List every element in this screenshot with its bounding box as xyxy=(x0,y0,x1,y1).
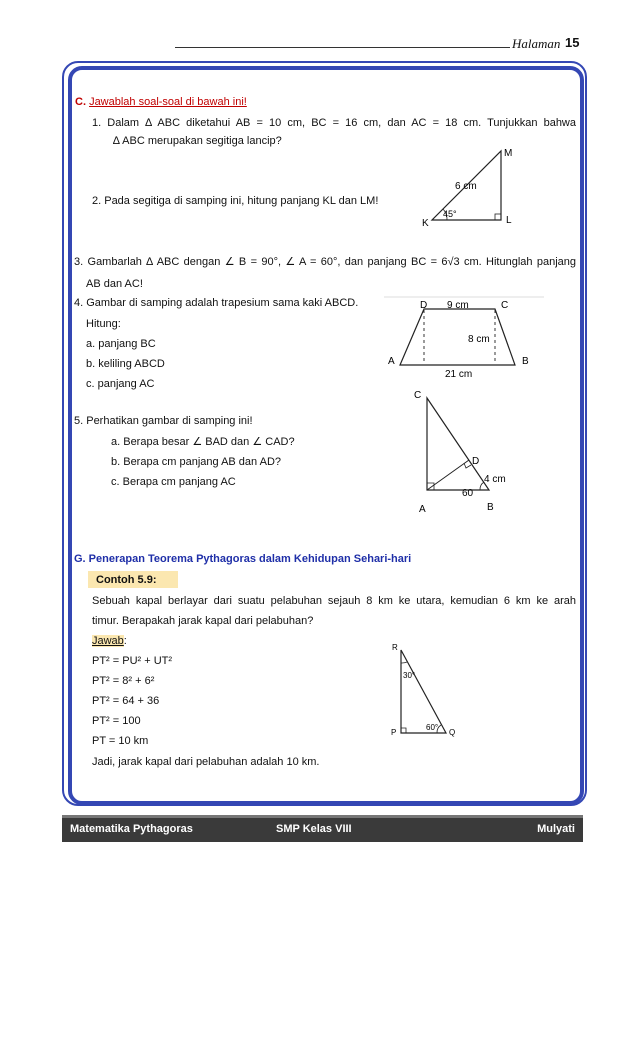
jawab-label xyxy=(92,634,127,648)
question-5-b: b. Berapa cm panjang AB dan AD? xyxy=(111,456,282,468)
abcd-label-d: D xyxy=(472,456,480,467)
equation-3: PT² = 64 + 36 xyxy=(92,695,160,707)
rpq-label-p: P xyxy=(391,728,397,737)
contoh-label: Contoh 5.9: xyxy=(96,574,157,586)
rpq-label-q: Q xyxy=(449,728,456,737)
question-4-c: c. panjang AC xyxy=(86,378,155,390)
problem-line-1: Sebuah kapal berlayar dari suatu pelabuhan sejauh 8 km ke utara, kemudian 6 km ke arah xyxy=(92,595,576,607)
footer-left: Matematika Pythagoras xyxy=(70,823,193,835)
section-c-title: Jawablah soal-soal di bawah ini! xyxy=(89,96,247,108)
abcd-label-a: A xyxy=(419,504,426,515)
section-g-title: G. Penerapan Teorema Pythagoras dalam Kehidupan Sehari-hari xyxy=(74,553,412,565)
equation-2: PT² = 8² + 6² xyxy=(92,675,155,687)
trap-label-height: 8 cm xyxy=(468,334,490,345)
page-number: 15 xyxy=(565,35,580,50)
question-1-line-1: 1. Dalam ∆ ABC diketahui AB = 10 cm, BC = 16 cm, dan AC = 18 cm. Tunjukkan bahwa xyxy=(92,117,576,129)
footer-center: SMP Kelas VIII xyxy=(276,823,352,835)
abcd-label-side: 4 cm xyxy=(484,474,506,485)
abcd-label-angle: 60 xyxy=(462,488,474,499)
rpq-label-r: R xyxy=(392,643,398,652)
jawab-colon: : xyxy=(123,635,127,647)
trapezoid-abcd-figure xyxy=(384,296,544,382)
problem-line-2: timur. Berapakah jarak kapal dari pelabuhan? xyxy=(92,615,314,627)
trap-label-c: C xyxy=(501,300,509,311)
label-m: M xyxy=(504,148,513,159)
label-l: L xyxy=(506,215,512,226)
question-3-line-2: AB dan AC! xyxy=(86,278,143,290)
question-3-line-1: 3. Gambarlah ∆ ABC dengan ∠ B = 90°, ∠ A = 60°, dan panjang BC = 6√3 cm. Hitunglah panjang xyxy=(74,256,576,268)
question-4-title: 4. Gambar di samping adalah trapesium sama kaki ABCD. xyxy=(74,297,359,309)
triangle-rpq-figure xyxy=(386,637,466,743)
label-k: K xyxy=(422,218,429,229)
conclusion: Jadi, jarak kapal dari pelabuhan adalah 10 km. xyxy=(92,756,320,768)
rpq-label-bottom-angle: 60° xyxy=(426,723,439,732)
trap-label-d: D xyxy=(420,300,428,311)
abcd-label-b: B xyxy=(487,502,494,513)
label-side-6cm: 6 cm xyxy=(455,181,477,192)
question-5-a: a. Berapa besar ∠ BAD dan ∠ CAD? xyxy=(111,436,295,448)
question-2: 2. Pada segitiga di samping ini, hitung panjang KL dan LM! xyxy=(92,195,379,207)
question-5-title: 5. Perhatikan gambar di samping ini! xyxy=(74,415,253,427)
equation-4: PT² = 100 xyxy=(92,715,141,727)
question-1-line-2: ∆ ABC merupakan segitiga lancip? xyxy=(113,135,282,147)
trap-label-bottom: 21 cm xyxy=(445,369,473,380)
triangle-klm-figure xyxy=(415,143,525,233)
section-c-heading xyxy=(75,95,247,109)
rpq-label-top-angle: 30° xyxy=(403,671,416,680)
jawab-text: Jawab xyxy=(92,635,124,647)
triangle-abcd-figure xyxy=(400,384,525,519)
trap-label-top: 9 cm xyxy=(447,300,469,311)
section-c-letter: C. xyxy=(75,96,86,108)
trap-label-b: B xyxy=(522,356,529,367)
label-angle-45: 45° xyxy=(443,209,457,219)
header-label: Halaman xyxy=(512,36,561,51)
footer-right: Mulyati xyxy=(537,823,575,835)
question-5-c: c. Berapa cm panjang AC xyxy=(111,476,236,488)
abcd-label-c: C xyxy=(414,390,422,401)
trap-label-a: A xyxy=(388,356,395,367)
page-footer xyxy=(62,815,583,842)
equation-1: PT² = PU² + UT² xyxy=(92,655,173,667)
question-4-b: b. keliling ABCD xyxy=(86,358,165,370)
header-rule xyxy=(175,47,510,48)
question-4-a: a. panjang BC xyxy=(86,338,156,350)
equation-5: PT = 10 km xyxy=(92,735,149,747)
question-4-hitung: Hitung: xyxy=(86,318,121,330)
